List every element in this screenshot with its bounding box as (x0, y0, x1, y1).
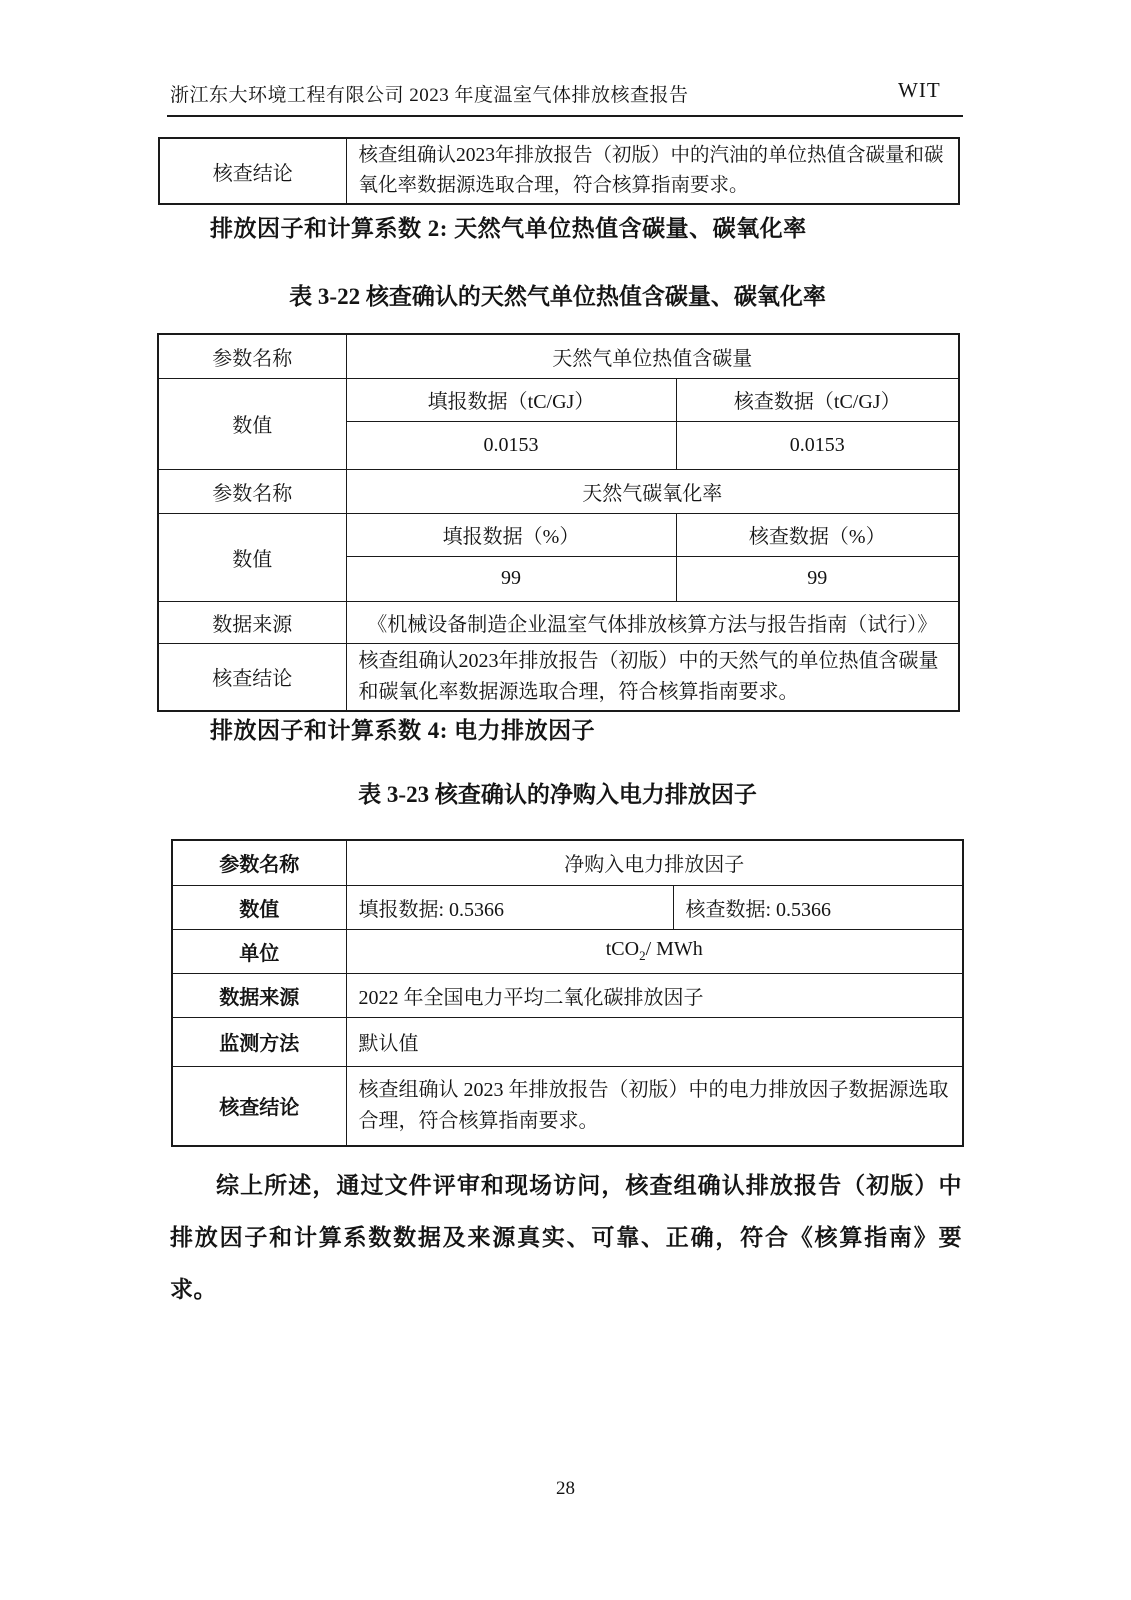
verified-data-header: 核查数据（%） (676, 513, 959, 556)
unit-suffix: / MWh (645, 938, 703, 960)
section-heading-natural-gas: 排放因子和计算系数 2: 天然气单位热值含碳量、碳氧化率 (210, 216, 807, 241)
value-label: 数值 (172, 885, 346, 929)
unit-label: 单位 (172, 929, 346, 973)
data-source-label: 数据来源 (158, 601, 346, 643)
unit-prefix: tCO (605, 938, 640, 960)
header-title: 浙江东大环境工程有限公司 2023 年度温室气体排放核查报告 (170, 85, 689, 106)
reported-value: 99 (346, 556, 676, 601)
table-3-23-caption: 表 3-23 核查确认的净购入电力排放因子 (358, 782, 757, 807)
conclusion-label: 核查结论 (172, 1066, 346, 1146)
header-logo-text: WIT (898, 78, 941, 102)
conclusion-label: 核查结论 (159, 138, 346, 204)
section-heading-electricity: 排放因子和计算系数 4: 电力排放因子 (210, 718, 596, 743)
param-name-value: 天然气碳氧化率 (346, 469, 959, 513)
data-source-value: 《机械设备制造企业温室气体排放核算方法与报告指南（试行）》 (346, 601, 959, 643)
header-rule (167, 115, 963, 117)
reported-value: 填报数据: 0.5366 (346, 885, 673, 929)
verified-value: 核查数据: 0.5366 (673, 885, 963, 929)
conclusion-text: 核查组确认 2023 年排放报告（初版）中的电力排放因子数据源选取合理，符合核算指南要求。 (346, 1066, 963, 1146)
param-name-label: 参数名称 (172, 840, 346, 885)
data-source-value: 2022 年全国电力平均二氧化碳排放因子 (346, 973, 963, 1017)
page-number: 28 (556, 1478, 575, 1499)
table-3-22 (157, 333, 960, 712)
reported-data-header: 填报数据（%） (346, 513, 676, 556)
reported-value: 0.0153 (346, 421, 676, 469)
value-label: 数值 (158, 378, 346, 469)
reported-data-header: 填报数据（tC/GJ） (346, 378, 676, 421)
verified-value: 99 (676, 556, 959, 601)
param-name-value: 净购入电力排放因子 (346, 840, 963, 885)
unit-subscript: 2 (639, 948, 646, 963)
param-name-value: 天然气单位热值含碳量 (346, 334, 959, 378)
monitoring-method-value: 默认值 (346, 1017, 963, 1066)
verified-value: 0.0153 (676, 421, 959, 469)
data-source-label: 数据来源 (172, 973, 346, 1017)
table-3-22-caption: 表 3-22 核查确认的天然气单位热值含碳量、碳氧化率 (289, 284, 826, 309)
conclusion-text: 核查组确认2023年排放报告（初版）中的汽油的单位热值含碳量和碳氧化率数据源选取合理，符合核算指南要求。 (346, 138, 959, 204)
verified-data-header: 核查数据（tC/GJ） (676, 378, 959, 421)
conclusion-text: 核查组确认2023年排放报告（初版）中的天然气的单位热值含碳量和碳氧化率数据源选取合理，符合核算指南要求。 (346, 643, 959, 711)
summary-paragraph: 综上所述，通过文件评审和现场访问，核查组确认排放报告（初版）中排放因子和计算系数数据及来源真实、可靠、正确，符合《核算指南》要求。 (170, 1173, 962, 1302)
param-name-label: 参数名称 (158, 334, 346, 378)
monitoring-method-label: 监测方法 (172, 1017, 346, 1066)
gasoline-conclusion-table (158, 137, 960, 205)
param-name-label: 参数名称 (158, 469, 346, 513)
value-label: 数值 (158, 513, 346, 601)
table-3-23 (171, 839, 964, 1147)
unit-value (346, 929, 963, 973)
conclusion-label: 核查结论 (158, 643, 346, 711)
